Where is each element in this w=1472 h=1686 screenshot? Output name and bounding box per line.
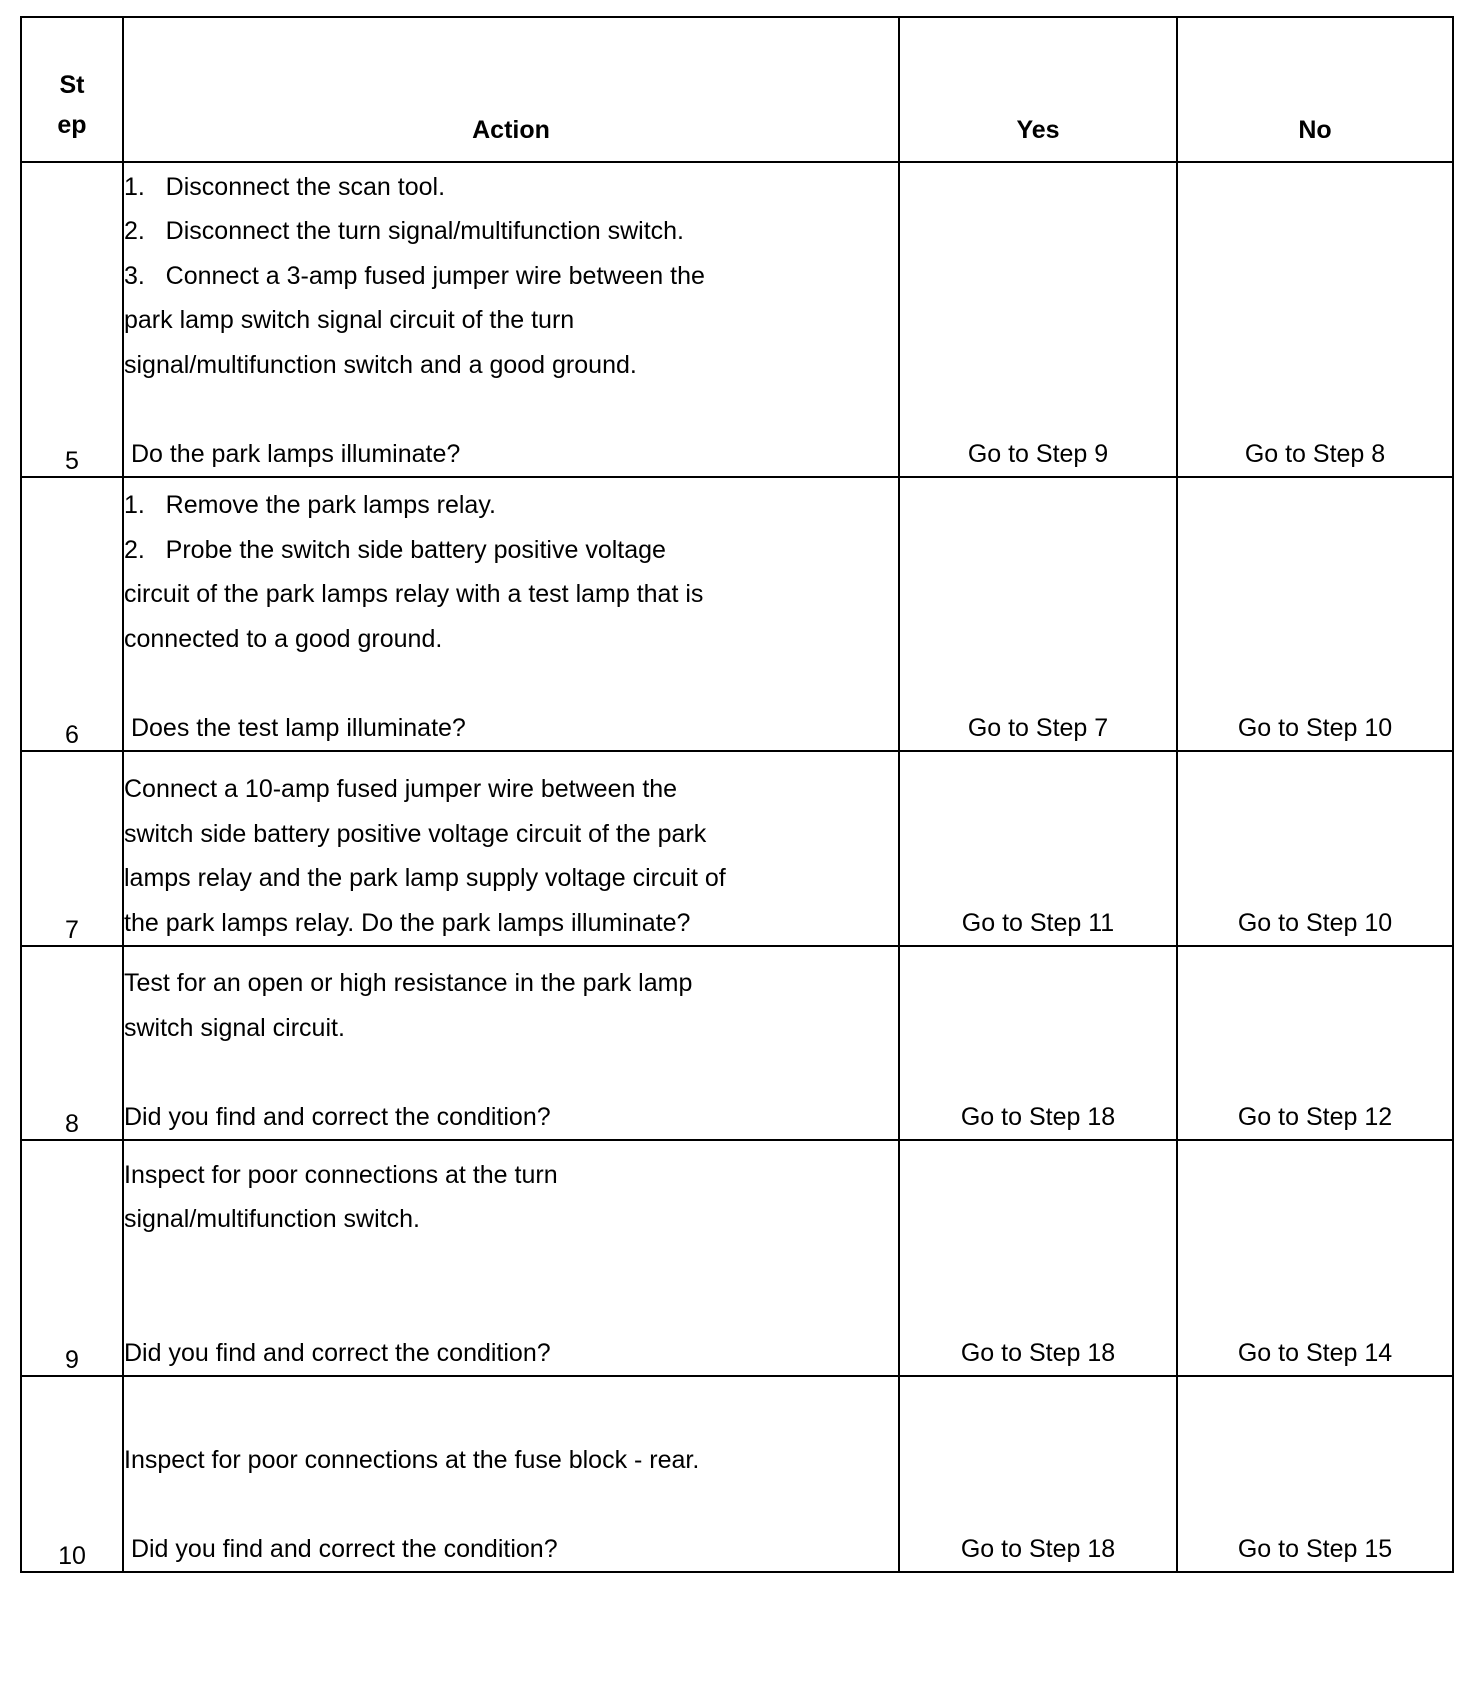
yes-cell: Go to Step 18 bbox=[899, 1376, 1177, 1572]
table-row-step-9 bbox=[21, 1140, 1453, 1376]
diagnostic-table bbox=[20, 16, 1454, 1573]
action-line: Inspect for poor connections at the turn bbox=[124, 1160, 558, 1189]
table-row-step-6 bbox=[21, 477, 1453, 751]
header-yes: Yes bbox=[899, 17, 1177, 162]
action-question: Did you find and correct the condition? bbox=[124, 1102, 551, 1131]
action-line: the park lamps relay. Do the park lamps illuminate? bbox=[124, 908, 691, 937]
no-cell: Go to Step 10 bbox=[1177, 477, 1453, 751]
action-line: signal/multifunction switch. bbox=[124, 1205, 420, 1233]
action-line: connected to a good ground. bbox=[124, 624, 443, 653]
action-question: Did you find and correct the condition? bbox=[124, 1338, 551, 1367]
yes-cell: Go to Step 7 bbox=[899, 477, 1177, 751]
yes-cell: Go to Step 18 bbox=[899, 946, 1177, 1140]
action-line: park lamp switch signal circuit of the turn bbox=[124, 306, 575, 334]
action-line: 1. Disconnect the scan tool. bbox=[124, 172, 446, 201]
yes-cell: Go to Step 11 bbox=[899, 751, 1177, 946]
action-question: Did you find and correct the condition? bbox=[124, 1534, 558, 1563]
action-line: lamps relay and the park lamp supply voltage circuit of bbox=[124, 864, 726, 892]
header-no: No bbox=[1177, 17, 1453, 162]
action-line: Inspect for poor connections at the fuse block - rear. bbox=[124, 1445, 700, 1474]
spacer bbox=[124, 1482, 898, 1527]
no-cell: Go to Step 12 bbox=[1177, 946, 1453, 1140]
step-number: 5 bbox=[21, 162, 123, 477]
action-line: Test for an open or high resistance in the park lamp bbox=[124, 969, 693, 997]
spacer bbox=[124, 1286, 898, 1331]
action-question: Does the test lamp illuminate? bbox=[124, 713, 466, 742]
action-line: 1. Remove the park lamps relay. bbox=[124, 491, 496, 519]
action-cell bbox=[123, 751, 899, 946]
action-line: 2. Probe the switch side battery positive voltage bbox=[124, 535, 666, 564]
no-cell: Go to Step 15 bbox=[1177, 1376, 1453, 1572]
header-step-line1: St bbox=[59, 71, 85, 99]
table-row-step-5 bbox=[21, 162, 1453, 477]
action-cell bbox=[123, 162, 899, 477]
action-cell bbox=[123, 477, 899, 751]
action-cell bbox=[123, 1376, 899, 1572]
spacer bbox=[124, 1242, 898, 1287]
step-number: 9 bbox=[21, 1140, 123, 1376]
step-number: 6 bbox=[21, 477, 123, 751]
action-line: Connect a 10-amp fused jumper wire between the bbox=[124, 775, 678, 803]
table-header bbox=[21, 17, 1453, 162]
step-number: 10 bbox=[21, 1376, 123, 1572]
table-row-step-10 bbox=[21, 1376, 1453, 1572]
no-cell: Go to Step 14 bbox=[1177, 1140, 1453, 1376]
action-line: switch side battery positive voltage circuit of the park bbox=[124, 819, 707, 848]
header-action: Action bbox=[123, 17, 899, 162]
action-cell bbox=[123, 946, 899, 1140]
no-cell: Go to Step 10 bbox=[1177, 751, 1453, 946]
action-line: switch signal circuit. bbox=[124, 1013, 345, 1042]
header-row bbox=[21, 17, 1453, 162]
table-row-step-8 bbox=[21, 946, 1453, 1140]
yes-cell: Go to Step 18 bbox=[899, 1140, 1177, 1376]
action-question: Do the park lamps illuminate? bbox=[124, 439, 461, 468]
spacer bbox=[124, 387, 898, 432]
action-line: 2. Disconnect the turn signal/multifunction switch. bbox=[124, 217, 684, 245]
step-number: 8 bbox=[21, 946, 123, 1140]
header-step-line2: ep bbox=[57, 111, 87, 139]
action-line: 3. Connect a 3-amp fused jumper wire between the bbox=[124, 261, 705, 290]
action-line: signal/multifunction switch and a good ground. bbox=[124, 350, 637, 379]
no-cell: Go to Step 8 bbox=[1177, 162, 1453, 477]
yes-cell: Go to Step 9 bbox=[899, 162, 1177, 477]
step-number: 7 bbox=[21, 751, 123, 946]
table-body bbox=[21, 162, 1453, 1572]
spacer bbox=[124, 1050, 898, 1095]
spacer bbox=[124, 661, 898, 706]
action-line: circuit of the park lamps relay with a test lamp that is bbox=[124, 580, 704, 608]
action-cell bbox=[123, 1140, 899, 1376]
header-step bbox=[21, 17, 123, 162]
table-row-step-7 bbox=[21, 751, 1453, 946]
